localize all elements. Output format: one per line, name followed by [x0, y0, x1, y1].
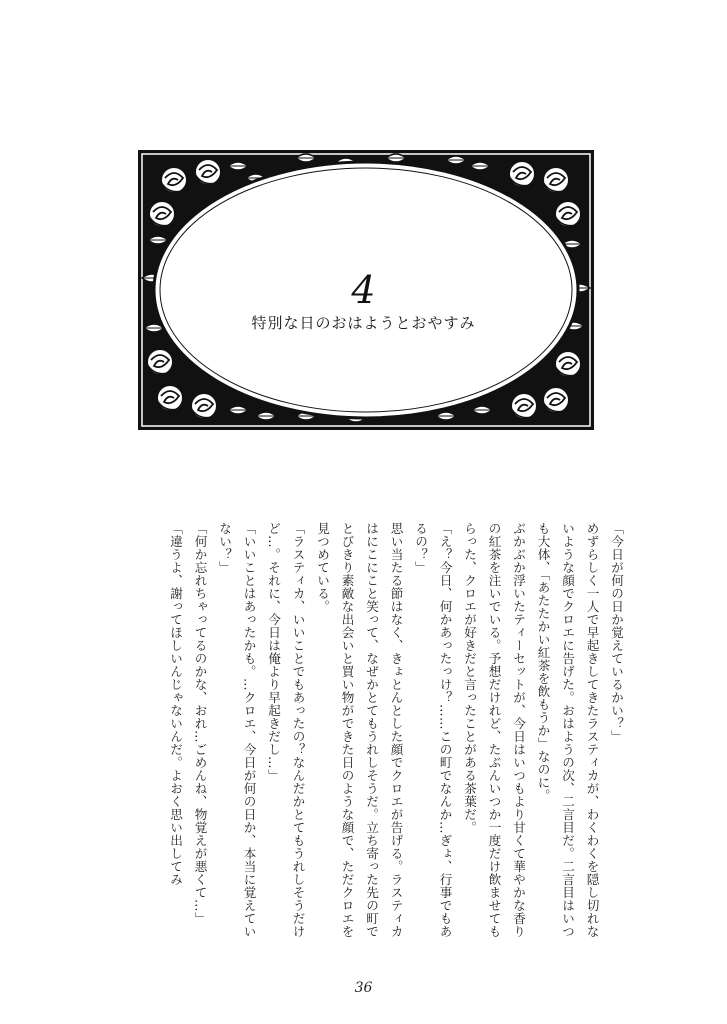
- vertical-body-text: [108, 522, 628, 938]
- chapter-number: 4: [351, 268, 376, 312]
- text-line: 「いいことはあったかも。…クロエ、今日が何の日か、本当に覚えていない？」: [217, 522, 257, 938]
- page-number: 36: [354, 980, 373, 996]
- text-line: 「何か忘れちゃってるのかな、おれ…ごめんね、物覚えが悪くて…」: [192, 522, 208, 925]
- text-line: ぶかぶか浮いたティーセットが、今日はいつもより甘くて華やかな香りの紅茶を注いでいる。予想だけれど、たぶんいつか一度だけ飲ませてもらった、クロエが好きだと言ったことがある茶葉だ。: [462, 522, 526, 938]
- chapter-title: 特別な日のおはようとおやすみ: [251, 314, 476, 332]
- text-line: めずらしく一人で早起きしてきたラスティカが、わくわくを隠し切れないような顔でクロエに告げた。おはようの次、二言目だ。二言目はいつも大体、「あたたかい紅茶を飲もうか」なのに。: [535, 522, 600, 938]
- text-line: 思い当たる節はなく、きょとんとした顔でクロエが告げる。ラスティカはにこにこと笑って、なぜかとてもうれしそうだ。立ち寄った先の町でとびきり素敵な出会いと買い物ができた日のような顔で、ただクロエを見つめている。: [315, 522, 404, 938]
- text-line: 「違うよ、謝ってほしいんじゃないんだ。よおく思い出してみ: [168, 522, 183, 886]
- text-line: 「ラスティカ、いいことでもあったの？なんだかとてもうれしそうだけど…。それに、今日は俺より早起きだし…」: [266, 522, 306, 938]
- text-line: 「今日が何の日か覚えているかい？」: [609, 522, 624, 743]
- text-line: 「え？今日、何かあったっけ？……この町でなんか…ぎょ、行事でもあるの？」: [413, 522, 453, 938]
